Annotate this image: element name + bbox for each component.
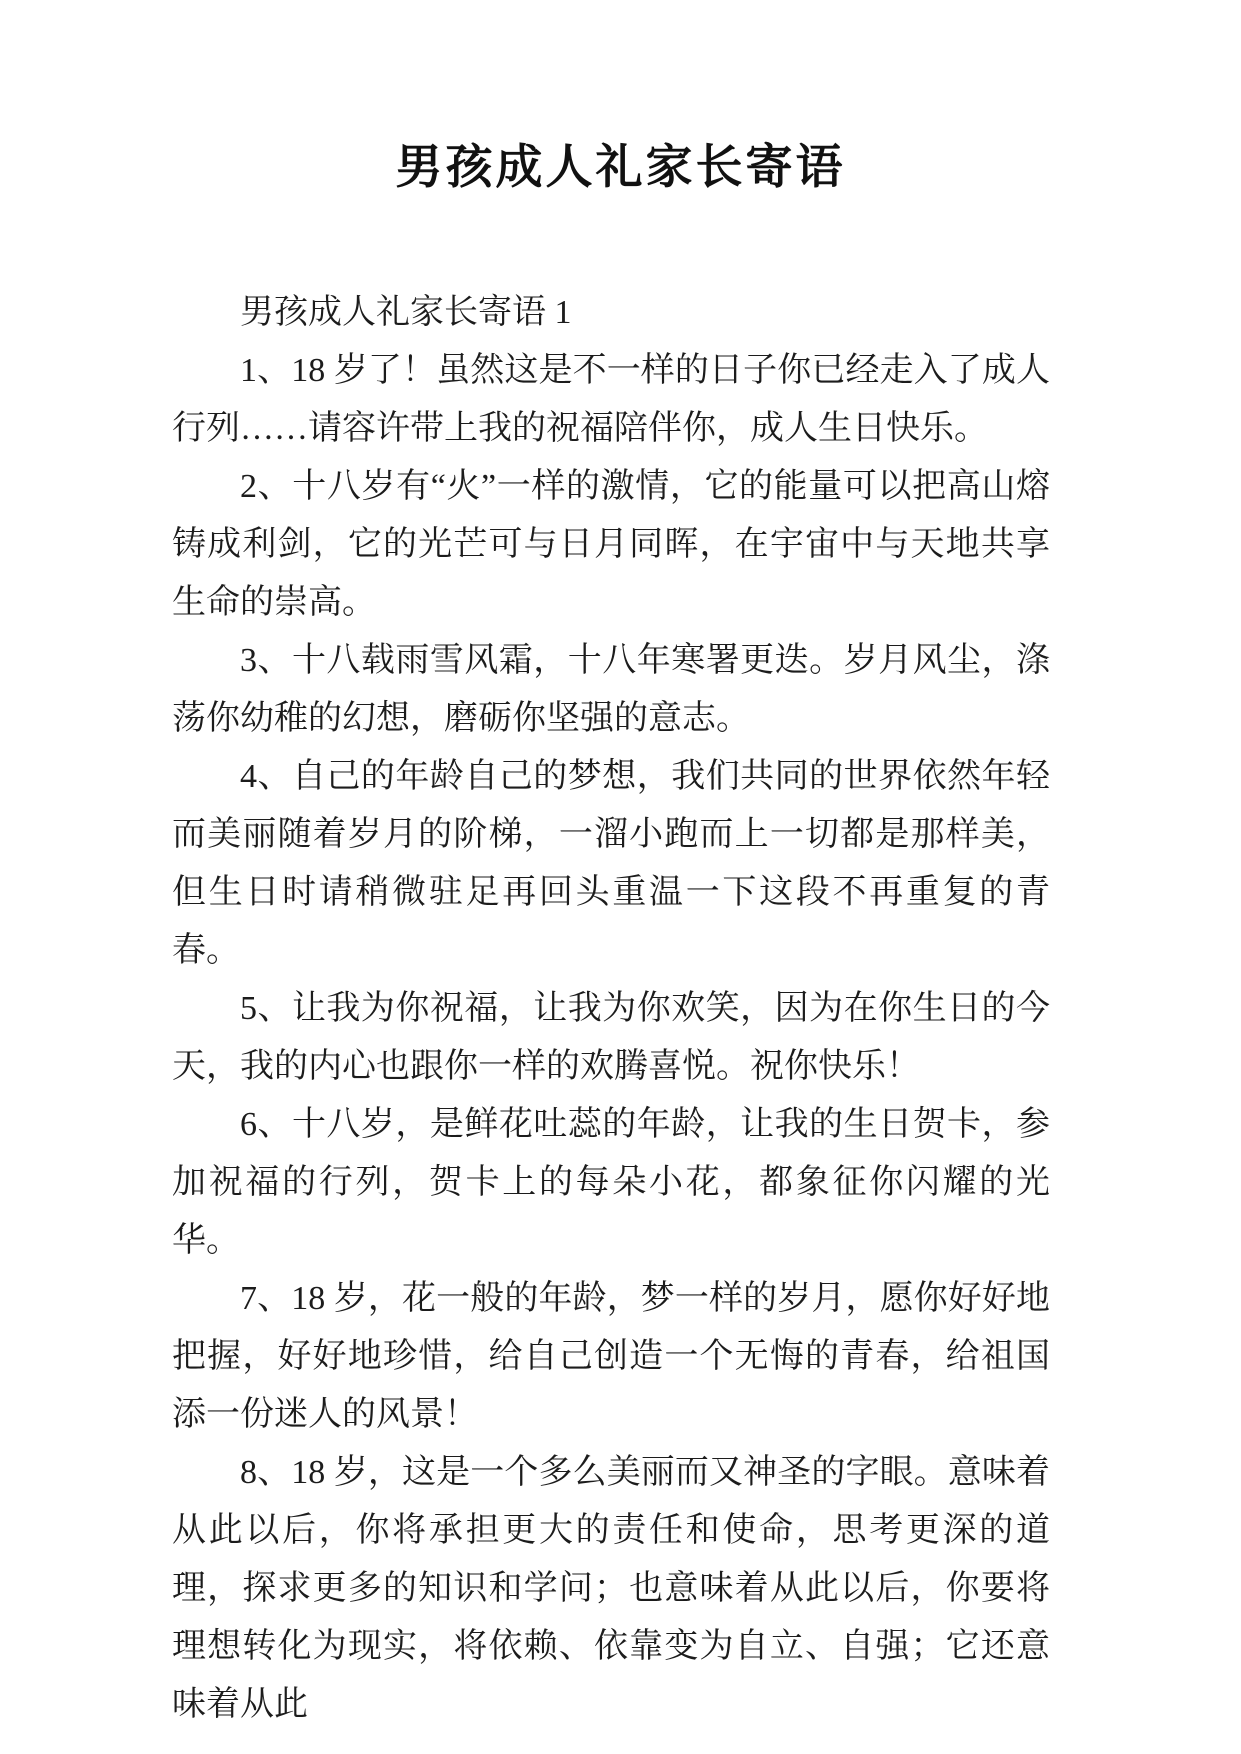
- paragraph-3: 3、十八载雨雪风霜，十八年寒署更迭。岁月风尘，涤荡你幼稚的幻想，磨砺你坚强的意志。: [172, 642, 1050, 738]
- paragraph-5: 5、让我为你祝福，让我为你欢笑，因为在你生日的今天，我的内心也跟你一样的欢腾喜悦。祝你快乐！: [172, 990, 1050, 1086]
- document-title: 男孩成人礼家长寄语: [395, 142, 846, 194]
- paragraph-6: 6、十八岁，是鲜花吐蕊的年龄，让我的生日贺卡，参加祝福的行列，贺卡上的每朵小花，都象征你闪耀的光华。: [172, 1106, 1050, 1260]
- section-label: 男孩成人礼家长寄语 1: [240, 294, 572, 332]
- paragraph-7: 7、18 岁，花一般的年龄，梦一样的岁月，愿你好好地把握，好好地珍惜，给自己创造一个无悔的青春，给祖国添一份迷人的风景！: [172, 1280, 1050, 1434]
- paragraph-4: 4、自己的年龄自己的梦想，我们共同的世界依然年轻而美丽随着岁月的阶梯，一溜小跑而上一切都是那样美，但生日时请稍微驻足再回头重温一下这段不再重复的青春。: [172, 758, 1050, 970]
- paragraph-1: 1、18 岁了！虽然这是不一样的日子你已经走入了成人行列……请容许带上我的祝福陪伴你，成人生日快乐。: [172, 352, 1050, 448]
- document-body: [172, 284, 1050, 1734]
- paragraph-8: 8、18 岁，这是一个多么美丽而又神圣的字眼。意味着从此以后，你将承担更大的责任和使命，思考更深的道理，探求更多的知识和学问；也意味着从此以后，你要将理想转化为现实，将依赖、依靠变为自立、自强；它还意味着从此: [172, 1454, 1050, 1724]
- paragraph-2: 2、十八岁有“火”一样的激情，它的能量可以把高山熔铸成利剑，它的光芒可与日月同晖，在宇宙中与天地共享生命的崇高。: [172, 468, 1050, 622]
